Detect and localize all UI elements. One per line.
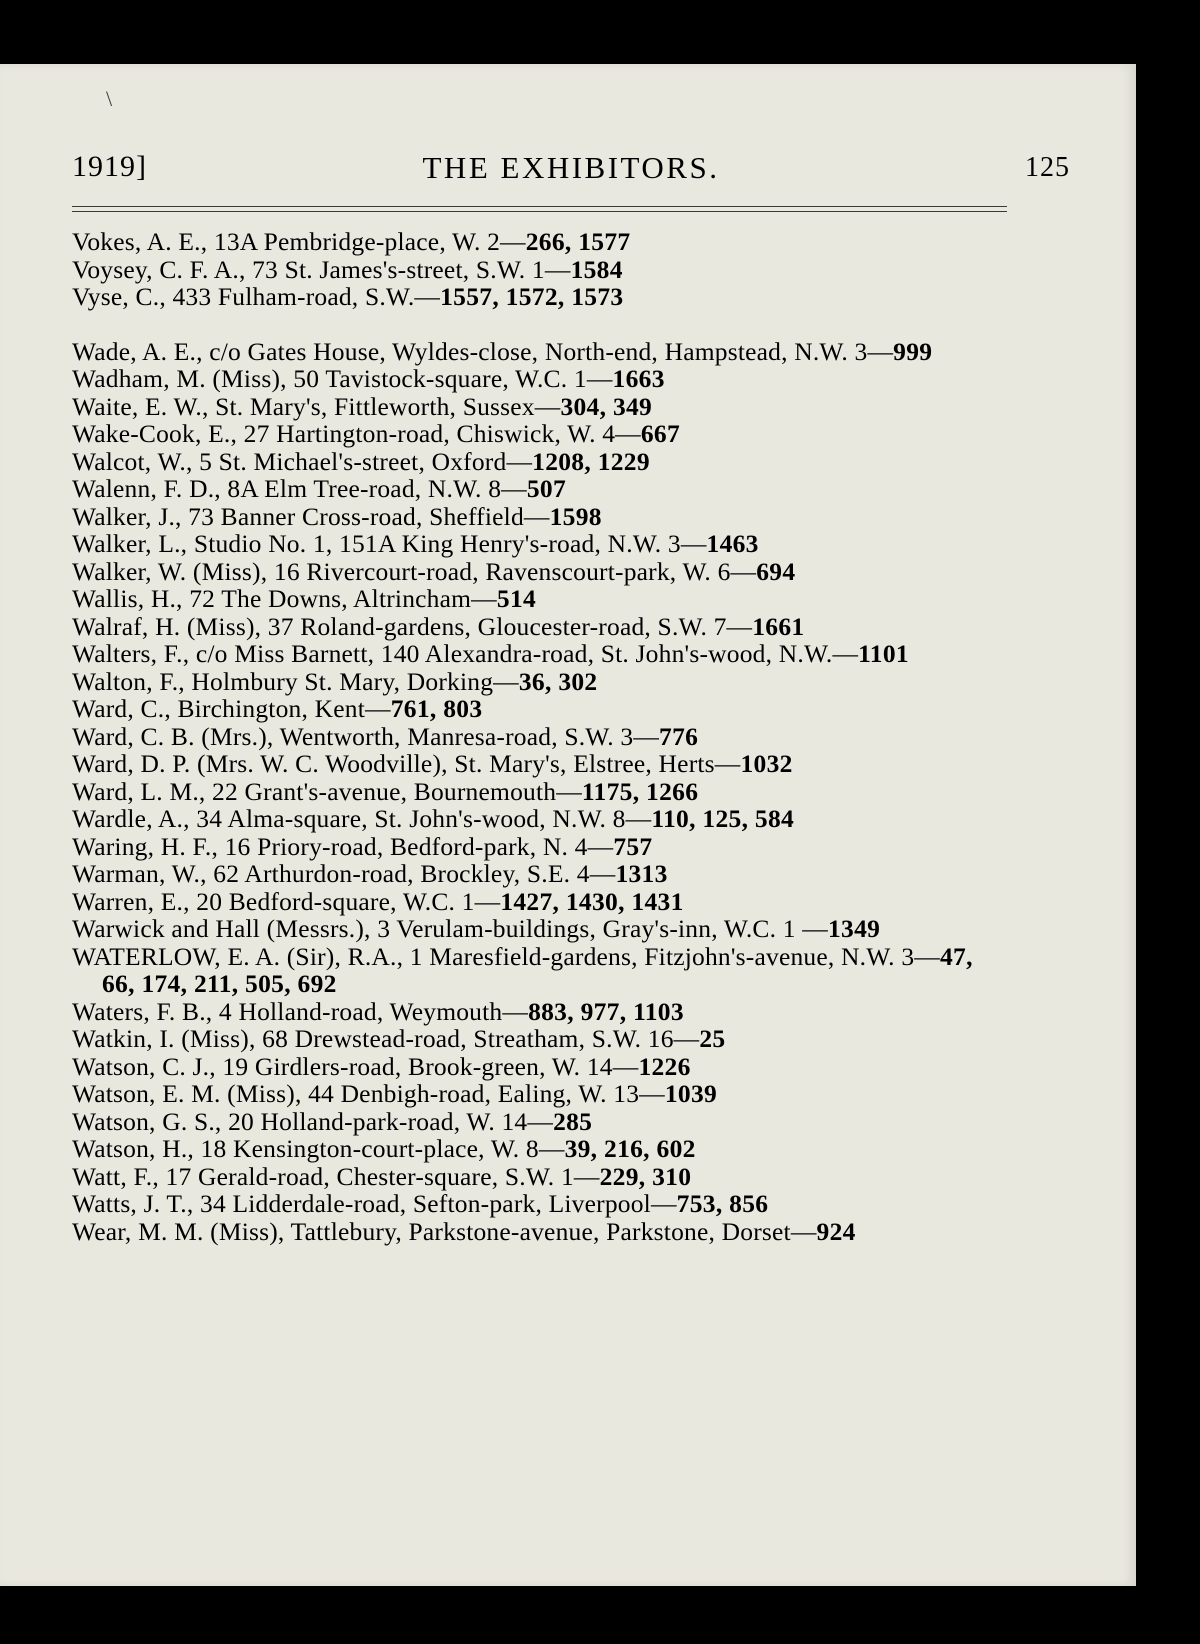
entry-refs: 1208, 1229 (532, 446, 650, 476)
entry-refs: 924 (816, 1216, 856, 1246)
entry-text: Walker, W. (Miss), 16 Rivercourt-road, Ravenscourt-park, W. 6— (72, 556, 757, 586)
exhibitor-entry (72, 448, 1007, 476)
entry-text: Walton, F., Holmbury St. Mary, Dorking— (72, 666, 519, 696)
entry-text: Wadham, M. (Miss), 50 Tavistock-square, W.C. 1— (72, 364, 613, 393)
entry-refs: 285 (553, 1106, 593, 1136)
entry-refs: 667 (640, 419, 681, 448)
exhibitor-entry (72, 475, 1007, 503)
entry-text: Wallis, H., 72 The Downs, Altrincham— (72, 584, 497, 613)
running-header (72, 150, 1070, 200)
entry-text: Walraf, H. (Miss), 37 Roland-gardens, Gloucester-road, S.W. 7— (72, 611, 753, 641)
entry-text: Walker, J., 73 Banner Cross-road, Sheffield— (72, 501, 550, 531)
entry-refs: 1032 (740, 749, 793, 778)
entry-refs: 1661 (752, 611, 805, 641)
scan-mark: \ (106, 86, 113, 111)
exhibitor-entry (72, 1163, 1007, 1191)
exhibitor-entry (72, 805, 1007, 833)
entry-refs: 1598 (549, 501, 602, 531)
page-number: 125 (1025, 152, 1070, 183)
entry-text: Ward, C., Birchington, Kent— (72, 694, 391, 723)
entry-text: Watson, E. M. (Miss), 44 Denbigh-road, Ealing, W. 13— (72, 1079, 665, 1108)
entry-refs: 1039 (664, 1079, 718, 1108)
entry-text: Watson, C. J., 19 Girdlers-road, Brook-green, W. 14— (72, 1051, 639, 1081)
exhibitor-entry (72, 1190, 1007, 1218)
entry-text: Walker, L., Studio No. 1, 151A King Henry's-road, N.W. 3— (72, 529, 707, 558)
exhibitor-entry (72, 668, 1007, 696)
entry-text: Ward, D. P. (Mrs. W. C. Woodville), St. Mary's, Elstree, Herts— (72, 749, 741, 778)
exhibitor-entry (72, 695, 1007, 723)
entry-refs: 266, 1577 (525, 227, 631, 256)
exhibitor-entry (72, 915, 1007, 943)
entry-refs: 757 (613, 831, 653, 861)
header-year: 1919] (72, 150, 147, 183)
entry-refs: 999 (893, 336, 933, 366)
exhibitor-list (72, 228, 1007, 1245)
exhibitor-entry (72, 503, 1007, 531)
entry-refs: 229, 310 (599, 1161, 692, 1191)
entry-text: Ward, L. M., 22 Grant's-avenue, Bournemouth— (72, 776, 582, 806)
entry-refs: 110, 125, 584 (651, 804, 795, 833)
exhibitor-entry (72, 860, 1007, 888)
entry-refs: 776 (659, 721, 699, 751)
entry-text: Watson, G. S., 20 Holland-park-road, W. 14— (72, 1106, 554, 1136)
entry-refs: 39, 216, 602 (564, 1134, 696, 1163)
entry-text: Voysey, C. F. A., 73 St. James's-street, S.W. 1— (72, 254, 571, 284)
entry-text: Waite, E. W., St. Mary's, Fittleworth, Sussex— (72, 391, 561, 421)
entry-refs: 36, 302 (518, 666, 598, 696)
exhibitor-entry (72, 888, 1007, 916)
entry-text: Walenn, F. D., 8A Elm Tree-road, N.W. 8— (72, 474, 527, 503)
entry-refs: 1349 (827, 914, 881, 943)
exhibitor-entry (72, 585, 1007, 613)
exhibitor-entry (72, 256, 1007, 284)
entry-refs: 1557, 1572, 1573 (440, 282, 624, 311)
entry-refs: 1175, 1266 (581, 776, 699, 806)
entry-refs: 694 (756, 556, 796, 586)
entry-refs: 25 (699, 1024, 726, 1053)
entry-text: Walters, F., c/o Miss Barnett, 140 Alexandra-road, St. John's-wood, N.W.— (72, 639, 859, 668)
exhibitor-entry (72, 1053, 1007, 1081)
entry-text: WATERLOW, E. A. (Sir), R.A., 1 Maresfield-gardens, Fitzjohn's-avenue, N.W. 3— (72, 941, 940, 971)
entry-text: Watson, H., 18 Kensington-court-place, W. 8— (72, 1134, 565, 1163)
entry-text: Waring, H. F., 16 Priory-road, Bedford-park, N. 4— (72, 831, 614, 861)
entry-refs: 507 (526, 474, 567, 503)
header-rule-top (72, 206, 1007, 207)
entry-text: Watkin, I. (Miss), 68 Drewstead-road, Streatham, S.W. 16— (72, 1024, 700, 1053)
exhibitor-entry (72, 1108, 1007, 1136)
entry-refs: 761, 803 (390, 694, 483, 723)
entry-text: Wardle, A., 34 Alma-square, St. John's-wood, N.W. 8— (72, 804, 652, 833)
entry-refs: 304, 349 (560, 391, 653, 421)
entry-text: Vokes, A. E., 13A Pembridge-place, W. 2— (72, 227, 526, 256)
exhibitor-entry (72, 338, 1007, 366)
exhibitor-entry (72, 530, 1007, 558)
exhibitor-entry (72, 833, 1007, 861)
exhibitor-entry (72, 1025, 1007, 1053)
entry-text: Wade, A. E., c/o Gates House, Wyldes-close, North-end, Hampstead, N.W. 3— (72, 336, 894, 366)
exhibitor-entry (72, 228, 1007, 256)
page-title: THE EXHIBITORS. (422, 150, 720, 185)
entry-text: Warman, W., 62 Arthurdon-road, Brockley, S.E. 4— (72, 859, 616, 888)
entry-refs: 1226 (638, 1051, 691, 1081)
entry-refs: 1463 (706, 529, 759, 558)
entry-refs: 514 (496, 584, 537, 613)
exhibitor-entry (72, 1218, 1007, 1246)
entry-refs: 47, 66, 174, 211, 505, 692 (102, 941, 973, 998)
entry-text: Warwick and Hall (Messrs.), 3 Verulam-buildings, Gray's-inn, W.C. 1 — (72, 914, 828, 943)
entry-text: Warren, E., 20 Bedford-square, W.C. 1— (72, 886, 501, 916)
exhibitor-entry (72, 750, 1007, 778)
entry-text: Wake-Cook, E., 27 Hartington-road, Chiswick, W. 4— (72, 419, 641, 448)
exhibitor-entry (72, 723, 1007, 751)
entry-text: Walcot, W., 5 St. Michael's-street, Oxford— (72, 446, 533, 476)
entry-refs: 1313 (615, 859, 668, 888)
exhibitor-entry (72, 283, 1007, 311)
exhibitor-entry (72, 943, 1007, 998)
exhibitor-entry (72, 420, 1007, 448)
entry-refs: 1584 (570, 254, 623, 284)
exhibitor-entry (72, 365, 1007, 393)
entry-refs: 883, 977, 1103 (528, 996, 684, 1026)
exhibitor-entry (72, 640, 1007, 668)
entry-refs: 1663 (612, 364, 665, 393)
exhibitor-entry (72, 393, 1007, 421)
exhibitor-entry (72, 998, 1007, 1026)
entry-refs: 1427, 1430, 1431 (500, 886, 684, 916)
entry-text: Waters, F. B., 4 Holland-road, Weymouth— (72, 996, 529, 1026)
entry-text: Ward, C. B. (Mrs.), Wentworth, Manresa-road, S.W. 3— (72, 721, 660, 751)
entry-text: Vyse, C., 433 Fulham-road, S.W.— (72, 282, 441, 311)
entry-refs: 753, 856 (676, 1189, 769, 1218)
entry-text: Wear, M. M. (Miss), Tattlebury, Parkstone-avenue, Parkstone, Dorset— (72, 1216, 817, 1246)
exhibitor-entry (72, 613, 1007, 641)
entry-refs: 1101 (858, 639, 909, 668)
header-rule-bottom (72, 211, 1007, 212)
exhibitor-entry (72, 558, 1007, 586)
entry-text: Watts, J. T., 34 Lidderdale-road, Sefton-park, Liverpool— (72, 1189, 677, 1218)
exhibitor-entry (72, 778, 1007, 806)
exhibitor-entry (72, 1080, 1007, 1108)
entry-text: Watt, F., 17 Gerald-road, Chester-square, S.W. 1— (72, 1161, 600, 1191)
exhibitor-entry (72, 1135, 1007, 1163)
